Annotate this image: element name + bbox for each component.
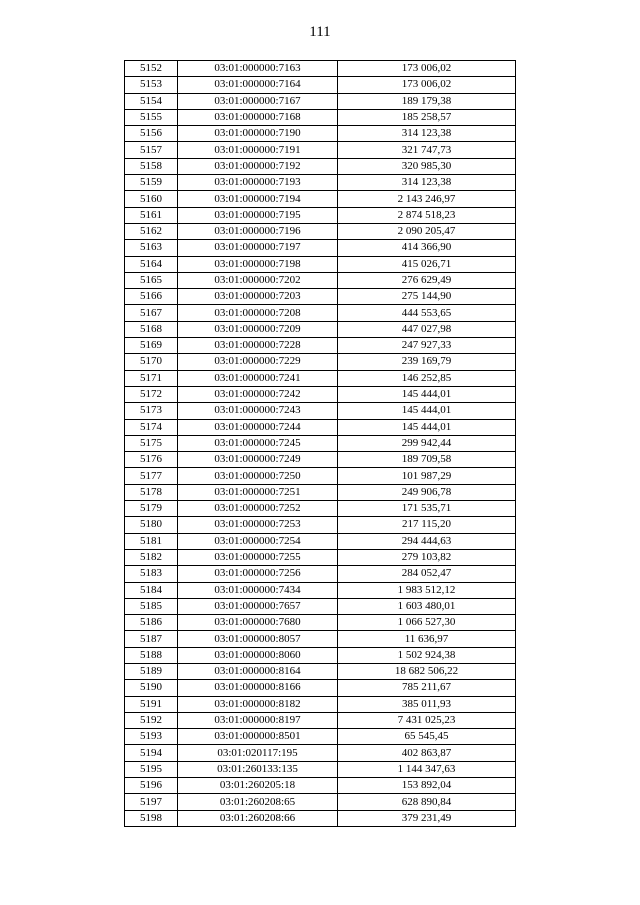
cadastral-number-cell: 03:01:000000:7168: [178, 109, 338, 125]
cadastral-value-cell: 1 603 480,01: [338, 598, 516, 614]
cadastral-number-cell: 03:01:000000:7164: [178, 77, 338, 93]
table-body: [125, 61, 516, 827]
row-number-cell: 5152: [125, 61, 178, 77]
row-number-cell: 5192: [125, 712, 178, 728]
cadastral-number-cell: 03:01:000000:7193: [178, 175, 338, 191]
cadastral-number-cell: 03:01:000000:8057: [178, 631, 338, 647]
cadastral-value-cell: 628 890,84: [338, 794, 516, 810]
cadastral-value-cell: 1 983 512,12: [338, 582, 516, 598]
table-row: [125, 207, 516, 223]
cadastral-value-cell: 7 431 025,23: [338, 712, 516, 728]
cadastral-value-cell: 284 052,47: [338, 566, 516, 582]
row-number-cell: 5183: [125, 566, 178, 582]
table-row: [125, 223, 516, 239]
cadastral-number-cell: 03:01:000000:7242: [178, 386, 338, 402]
cadastral-number-cell: 03:01:000000:7197: [178, 240, 338, 256]
table-row: [125, 240, 516, 256]
row-number-cell: 5162: [125, 223, 178, 239]
row-number-cell: 5168: [125, 321, 178, 337]
row-number-cell: 5154: [125, 93, 178, 109]
row-number-cell: 5197: [125, 794, 178, 810]
table-row: [125, 647, 516, 663]
row-number-cell: 5161: [125, 207, 178, 223]
row-number-cell: 5194: [125, 745, 178, 761]
cadastral-number-cell: 03:01:000000:7163: [178, 61, 338, 77]
row-number-cell: 5186: [125, 615, 178, 631]
table-row: [125, 517, 516, 533]
cadastral-value-cell: 18 682 506,22: [338, 663, 516, 679]
cadastral-number-cell: 03:01:000000:7196: [178, 223, 338, 239]
row-number-cell: 5160: [125, 191, 178, 207]
cadastral-number-cell: 03:01:000000:7252: [178, 501, 338, 517]
cadastral-number-cell: 03:01:000000:7255: [178, 549, 338, 565]
cadastral-value-cell: 11 636,97: [338, 631, 516, 647]
table-row: [125, 712, 516, 728]
cadastral-number-cell: 03:01:000000:7198: [178, 256, 338, 272]
table-row: [125, 61, 516, 77]
cadastral-value-cell: 1 144 347,63: [338, 761, 516, 777]
cadastral-value-cell: 294 444,63: [338, 533, 516, 549]
cadastral-value-cell: 444 553,65: [338, 305, 516, 321]
cadastral-value-cell: 2 090 205,47: [338, 223, 516, 239]
cadastral-number-cell: 03:01:000000:7243: [178, 403, 338, 419]
table-row: [125, 761, 516, 777]
row-number-cell: 5158: [125, 158, 178, 174]
row-number-cell: 5157: [125, 142, 178, 158]
row-number-cell: 5176: [125, 452, 178, 468]
table-row: [125, 794, 516, 810]
table-row: [125, 289, 516, 305]
table-row: [125, 338, 516, 354]
cadastral-number-cell: 03:01:000000:7245: [178, 435, 338, 451]
row-number-cell: 5177: [125, 468, 178, 484]
table-row: [125, 191, 516, 207]
cadastral-number-cell: 03:01:000000:8166: [178, 680, 338, 696]
table-row: [125, 729, 516, 745]
row-number-cell: 5179: [125, 501, 178, 517]
row-number-cell: 5155: [125, 109, 178, 125]
table-row: [125, 582, 516, 598]
row-number-cell: 5166: [125, 289, 178, 305]
cadastral-value-cell: 379 231,49: [338, 810, 516, 826]
cadastral-value-cell: 239 169,79: [338, 354, 516, 370]
cadastral-number-cell: 03:01:000000:8197: [178, 712, 338, 728]
row-number-cell: 5178: [125, 484, 178, 500]
cadastral-value-cell: 65 545,45: [338, 729, 516, 745]
cadastral-number-cell: 03:01:000000:7203: [178, 289, 338, 305]
table-row: [125, 256, 516, 272]
row-number-cell: 5180: [125, 517, 178, 533]
cadastral-number-cell: 03:01:000000:7657: [178, 598, 338, 614]
table-row: [125, 370, 516, 386]
cadastral-number-cell: 03:01:000000:7192: [178, 158, 338, 174]
cadastral-value-cell: 402 863,87: [338, 745, 516, 761]
row-number-cell: 5171: [125, 370, 178, 386]
row-number-cell: 5153: [125, 77, 178, 93]
table-row: [125, 468, 516, 484]
table-row: [125, 126, 516, 142]
row-number-cell: 5198: [125, 810, 178, 826]
cadastral-number-cell: 03:01:000000:8501: [178, 729, 338, 745]
row-number-cell: 5181: [125, 533, 178, 549]
row-number-cell: 5184: [125, 582, 178, 598]
cadastral-number-cell: 03:01:260205:18: [178, 778, 338, 794]
row-number-cell: 5191: [125, 696, 178, 712]
cadastral-value-cell: 414 366,90: [338, 240, 516, 256]
table-row: [125, 435, 516, 451]
cadastral-number-cell: 03:01:260208:66: [178, 810, 338, 826]
row-number-cell: 5189: [125, 663, 178, 679]
row-number-cell: 5196: [125, 778, 178, 794]
row-number-cell: 5193: [125, 729, 178, 745]
table-row: [125, 745, 516, 761]
table-row: [125, 305, 516, 321]
cadastral-value-cell: 279 103,82: [338, 549, 516, 565]
table-row: [125, 566, 516, 582]
row-number-cell: 5190: [125, 680, 178, 696]
cadastral-number-cell: 03:01:000000:7244: [178, 419, 338, 435]
cadastral-value-cell: 2 874 518,23: [338, 207, 516, 223]
cadastral-value-cell: 314 123,38: [338, 126, 516, 142]
row-number-cell: 5165: [125, 272, 178, 288]
table-row: [125, 810, 516, 826]
table-row: [125, 321, 516, 337]
cadastral-value-cell: 1 502 924,38: [338, 647, 516, 663]
row-number-cell: 5175: [125, 435, 178, 451]
cadastral-number-cell: 03:01:000000:7241: [178, 370, 338, 386]
row-number-cell: 5174: [125, 419, 178, 435]
table-row: [125, 77, 516, 93]
cadastral-value-cell: 217 115,20: [338, 517, 516, 533]
cadastral-number-cell: 03:01:000000:7256: [178, 566, 338, 582]
cadastral-number-cell: 03:01:000000:7190: [178, 126, 338, 142]
cadastral-number-cell: 03:01:000000:7434: [178, 582, 338, 598]
cadastral-value-cell: 2 143 246,97: [338, 191, 516, 207]
table-row: [125, 419, 516, 435]
cadastral-value-cell: 321 747,73: [338, 142, 516, 158]
cadastral-number-cell: 03:01:000000:7249: [178, 452, 338, 468]
table-row: [125, 631, 516, 647]
table-row: [125, 598, 516, 614]
cadastral-number-cell: 03:01:000000:7254: [178, 533, 338, 549]
row-number-cell: 5185: [125, 598, 178, 614]
cadastral-value-table: [124, 60, 516, 827]
table-row: [125, 93, 516, 109]
cadastral-number-cell: 03:01:000000:7250: [178, 468, 338, 484]
cadastral-value-cell: 447 027,98: [338, 321, 516, 337]
cadastral-number-cell: 03:01:000000:7229: [178, 354, 338, 370]
cadastral-value-cell: 145 444,01: [338, 386, 516, 402]
table-row: [125, 175, 516, 191]
cadastral-value-cell: 249 906,78: [338, 484, 516, 500]
cadastral-number-cell: 03:01:000000:7194: [178, 191, 338, 207]
cadastral-number-cell: 03:01:000000:7195: [178, 207, 338, 223]
cadastral-number-cell: 03:01:000000:8182: [178, 696, 338, 712]
cadastral-number-cell: 03:01:020117:195: [178, 745, 338, 761]
cadastral-value-cell: 145 444,01: [338, 419, 516, 435]
table-row: [125, 386, 516, 402]
cadastral-value-cell: 153 892,04: [338, 778, 516, 794]
table-row: [125, 158, 516, 174]
cadastral-number-cell: 03:01:000000:7228: [178, 338, 338, 354]
cadastral-value-cell: 185 258,57: [338, 109, 516, 125]
row-number-cell: 5195: [125, 761, 178, 777]
table-row: [125, 696, 516, 712]
cadastral-value-cell: 385 011,93: [338, 696, 516, 712]
cadastral-value-cell: 173 006,02: [338, 61, 516, 77]
cadastral-value-cell: 189 709,58: [338, 452, 516, 468]
cadastral-value-cell: 320 985,30: [338, 158, 516, 174]
cadastral-value-cell: 276 629,49: [338, 272, 516, 288]
table-row: [125, 142, 516, 158]
table-row: [125, 501, 516, 517]
cadastral-number-cell: 03:01:000000:7167: [178, 93, 338, 109]
cadastral-value-cell: 173 006,02: [338, 77, 516, 93]
table-row: [125, 272, 516, 288]
cadastral-value-cell: 299 942,44: [338, 435, 516, 451]
page-number: 111: [309, 24, 331, 40]
cadastral-value-cell: 146 252,85: [338, 370, 516, 386]
cadastral-value-cell: 171 535,71: [338, 501, 516, 517]
cadastral-number-cell: 03:01:000000:7208: [178, 305, 338, 321]
table-row: [125, 109, 516, 125]
row-number-cell: 5172: [125, 386, 178, 402]
table-row: [125, 549, 516, 565]
cadastral-number-cell: 03:01:000000:7202: [178, 272, 338, 288]
cadastral-number-cell: 03:01:000000:7209: [178, 321, 338, 337]
table-row: [125, 615, 516, 631]
cadastral-number-cell: 03:01:000000:7253: [178, 517, 338, 533]
row-number-cell: 5164: [125, 256, 178, 272]
cadastral-number-cell: 03:01:260133:135: [178, 761, 338, 777]
cadastral-number-cell: 03:01:000000:8060: [178, 647, 338, 663]
cadastral-value-cell: 314 123,38: [338, 175, 516, 191]
table-row: [125, 778, 516, 794]
cadastral-number-cell: 03:01:000000:7680: [178, 615, 338, 631]
cadastral-value-cell: 785 211,67: [338, 680, 516, 696]
table-row: [125, 484, 516, 500]
row-number-cell: 5163: [125, 240, 178, 256]
cadastral-number-cell: 03:01:000000:7251: [178, 484, 338, 500]
cadastral-value-cell: 275 144,90: [338, 289, 516, 305]
table-row: [125, 452, 516, 468]
table-row: [125, 533, 516, 549]
row-number-cell: 5182: [125, 549, 178, 565]
table-row: [125, 354, 516, 370]
row-number-cell: 5169: [125, 338, 178, 354]
cadastral-number-cell: 03:01:000000:8164: [178, 663, 338, 679]
cadastral-value-cell: 189 179,38: [338, 93, 516, 109]
cadastral-value-cell: 145 444,01: [338, 403, 516, 419]
cadastral-number-cell: 03:01:260208:65: [178, 794, 338, 810]
row-number-cell: 5156: [125, 126, 178, 142]
row-number-cell: 5187: [125, 631, 178, 647]
table-row: [125, 663, 516, 679]
table-row: [125, 403, 516, 419]
row-number-cell: 5159: [125, 175, 178, 191]
cadastral-value-cell: 415 026,71: [338, 256, 516, 272]
cadastral-number-cell: 03:01:000000:7191: [178, 142, 338, 158]
row-number-cell: 5188: [125, 647, 178, 663]
cadastral-value-cell: 101 987,29: [338, 468, 516, 484]
cadastral-value-cell: 247 927,33: [338, 338, 516, 354]
cadastral-value-cell: 1 066 527,30: [338, 615, 516, 631]
row-number-cell: 5173: [125, 403, 178, 419]
table-row: [125, 680, 516, 696]
row-number-cell: 5170: [125, 354, 178, 370]
row-number-cell: 5167: [125, 305, 178, 321]
